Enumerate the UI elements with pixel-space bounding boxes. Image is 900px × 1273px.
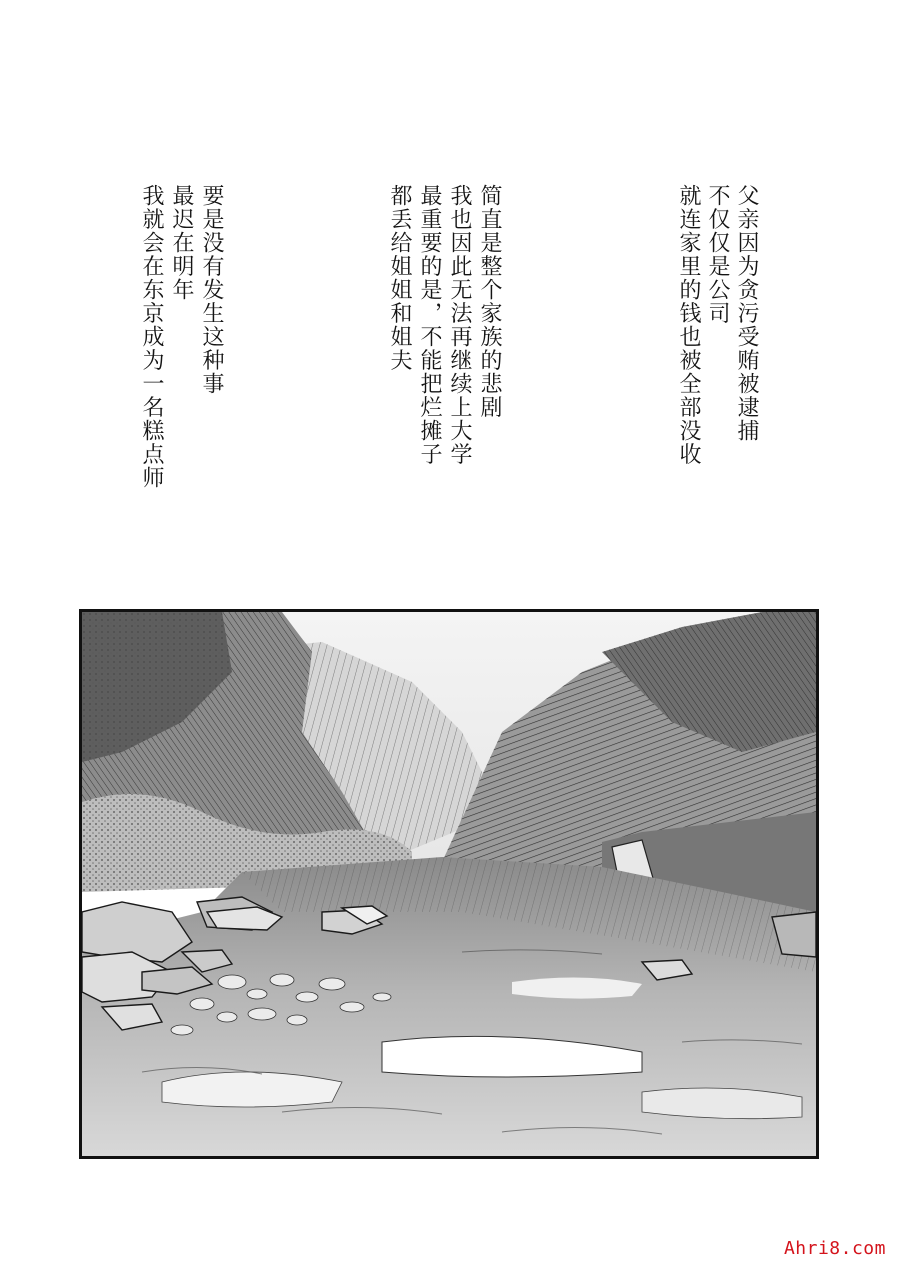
narration-middle-col-2: 我也因此无法再继续上大学 [447,184,472,466]
narration-left-col-2: 最迟在明年 [169,184,194,302]
river-valley-panel [79,609,819,1159]
narration-right-col-2: 不仅仅是公司 [705,184,730,325]
narration-middle-col-1: 简直是整个家族的悲剧 [477,184,502,419]
narration-left-col-3: 我就会在东京成为一名糕点师 [139,184,164,490]
narration-middle-col-4: 都丢给姐姐和姐夫 [387,184,412,372]
watermark-text: Ahri8.com [783,1238,886,1259]
narration-right-col-3: 就连家里的钱也被全部没收 [676,184,701,466]
narration-left-col-1: 要是没有发生这种事 [199,184,224,396]
narration-right-col-1: 父亲因为贪污受贿被逮捕 [734,184,759,443]
narration-middle-col-3: 最重要的是，不能把烂摊子 [417,184,442,466]
river-valley-illustration [82,612,816,1156]
